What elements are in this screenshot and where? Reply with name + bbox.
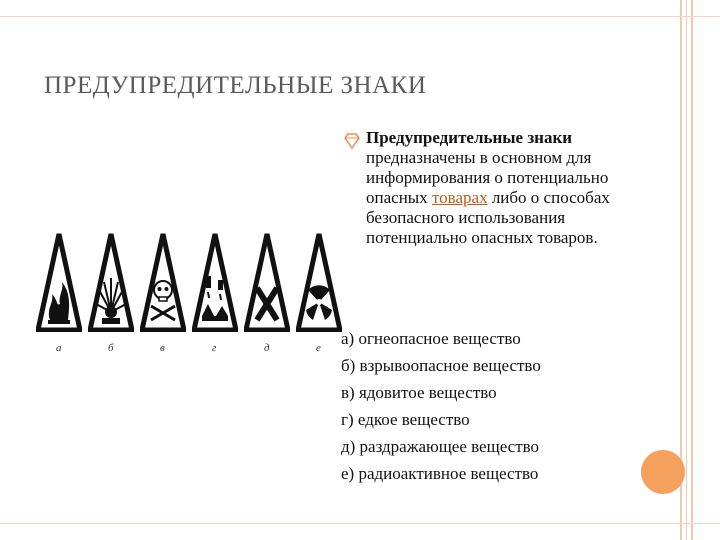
skull-crossbones-icon xyxy=(140,232,186,332)
explosion-icon xyxy=(88,232,134,332)
sign-caption: е xyxy=(316,342,321,354)
sign-caption: б xyxy=(108,342,114,354)
definition-text: либо о способах безопасного использования потенциально опасных товаров. xyxy=(366,188,610,247)
radiation-icon xyxy=(296,232,342,332)
list-item: г) едкое вещество xyxy=(341,410,470,429)
list-item: в) ядовитое вещество xyxy=(341,383,497,402)
warning-signs xyxy=(36,232,336,362)
page-title: ПРЕДУПРЕДИТЕЛЬНЫЕ ЗНАКИ xyxy=(44,72,427,99)
hazard-list xyxy=(341,325,661,487)
frame-line xyxy=(0,16,720,17)
goods-link[interactable]: товарах xyxy=(431,188,488,207)
list-item: б) взрывоопасное вещество xyxy=(341,356,541,375)
corrosive-icon xyxy=(192,232,238,332)
definition-text: предназначены в основном для информирования о потенциально опасных xyxy=(366,148,609,207)
sign-caption: д xyxy=(264,342,270,354)
frame-line xyxy=(686,0,687,540)
flame-icon xyxy=(36,232,82,332)
list-item: д) раздражающее вещество xyxy=(341,437,540,456)
sign-caption: а xyxy=(56,342,62,354)
definition-paragraph xyxy=(366,128,666,248)
decorative-circle xyxy=(641,450,685,494)
sign-caption: в xyxy=(160,342,165,354)
list-item: а) огнеопасное вещество xyxy=(341,329,521,348)
x-cross-icon xyxy=(244,232,290,332)
list-item: е) радиоактивное вещество xyxy=(341,464,539,483)
frame-line xyxy=(691,0,693,540)
frame-line xyxy=(0,523,720,524)
sign-caption: г xyxy=(212,342,217,354)
bullet-icon xyxy=(344,133,360,149)
definition-term: Предупредительные знаки xyxy=(366,128,573,147)
